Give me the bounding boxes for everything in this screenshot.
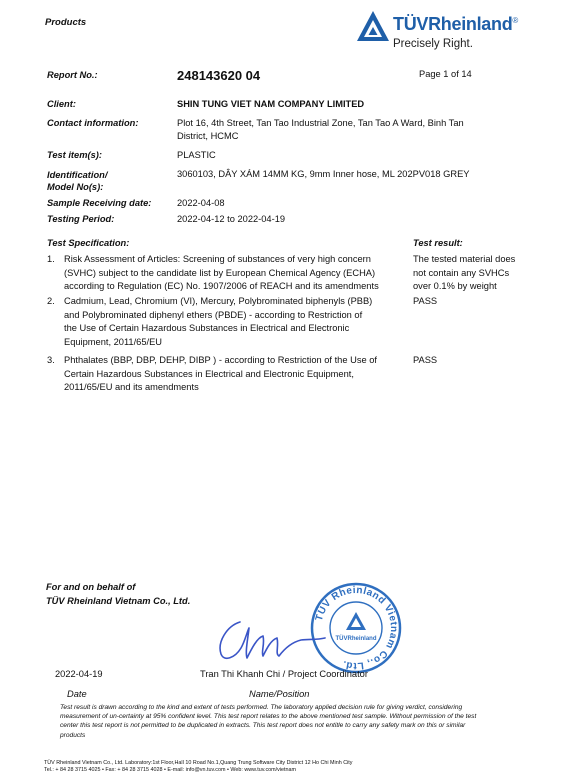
spec-line: according to Regulation (EC) No. 1907/2006 of REACH and its amendments [64, 281, 379, 291]
testing-period-value: 2022-04-12 to 2022-04-19 [177, 214, 286, 224]
result-line: not contain any SVHCs [413, 267, 510, 278]
result-line: PASS [413, 355, 438, 365]
disclaimer-line: measurement of un-certainty at 95% confident level. This test report relates to the above mentioned test sample. Without permission of the test [60, 713, 477, 721]
result-heading: Test result: [413, 238, 463, 248]
disclaimer-note [60, 703, 520, 740]
identification-label-line: Model No(s): [47, 182, 104, 192]
identification-label [47, 169, 107, 193]
signature [205, 608, 335, 668]
signer-name-position: Tran Thi Khanh Chi / Project Coordinator [200, 669, 368, 679]
disclaimer-line: Test result is drawn according to the kind and extent of tests performed. The laboratory applied decision rule for giving verdict, considering [60, 704, 463, 711]
identification-label-line: Identification/ [47, 170, 108, 180]
contact-line: Plot 16, 4th Street, Tan Tao Industrial Zone, Tan Tao A Ward, Binh Tan [177, 118, 464, 128]
on-behalf-line1: For and on behalf of [46, 582, 136, 592]
result-line: The tested material does [413, 254, 516, 264]
stamp-center-text: TÜVRheinland [335, 636, 377, 642]
testing-period-label: Testing Period: [47, 214, 115, 224]
disclaimer-line: center this test report is not permitted to be duplicated in extracts. This test report does not entitle to carry any safety mark on this or similar [60, 722, 466, 730]
brand-name: TÜVRheinland [393, 14, 513, 34]
tuv-triangle-icon [355, 8, 391, 44]
spec-line: Risk Assessment of Articles: Screening of substances of very high concern [64, 254, 371, 264]
identification-value: 3060103, DÂY XÁM 14MM KG, 9mm Inner hose, ML 202PV018 GREY [177, 169, 470, 179]
footer-line: TÜV Rheinland Vietnam Co., Ltd. Laboratory:1st Floor,Hall 10 Road No.1,Quang Trung Software City District 12 Ho Chi Minh City [44, 760, 353, 766]
spec-heading: Test Specification: [47, 238, 130, 248]
spec-line: Cadmium, Lead, Chromium (VI), Mercury, Polybrominated biphenyls (PBB) [64, 296, 373, 306]
test-item-label: Test item(s): [47, 150, 102, 160]
result-line: PASS [413, 296, 438, 306]
spec-result-1 [413, 253, 553, 294]
on-behalf-line2: TÜV Rheinland Vietnam Co., Ltd. [46, 596, 191, 606]
spec-line: the Use of Certain Hazardous Substances in Electrical and Electronic [64, 323, 350, 333]
spec-item-number: 2. [47, 296, 55, 306]
spec-result-3 [413, 354, 553, 368]
disclaimer-line: products [60, 731, 86, 739]
client-value: SHIN TUNG VIET NAM COMPANY LIMITED [177, 99, 365, 109]
receiving-date-label: Sample Receiving date: [47, 198, 152, 208]
company-footer [44, 760, 544, 774]
sign-date: 2022-04-19 [55, 669, 103, 679]
client-label: Client: [47, 99, 76, 109]
spec-line: (SVHC) subject to the candidate list by European Chemical Agency (ECHA) [64, 267, 376, 278]
spec-line: Phthalates (BBP, DBP, DEHP, DIBP ) - according to Restriction of the Use of [64, 355, 377, 365]
test-item-value: PLASTIC [177, 150, 216, 160]
result-line: over 0.1% by weight [413, 281, 497, 291]
spec-line: 2011/65/EU and its amendments [64, 382, 199, 392]
tuv-logo [355, 8, 555, 58]
spec-result-2 [413, 295, 553, 309]
spec-line: Certain Hazardous Substances in Electrical and Electronic Equipment, [64, 368, 354, 379]
brand-slogan: Precisely Right. [393, 38, 473, 50]
section-label: Products [45, 17, 87, 28]
spec-line: and Polybrominated diphenyl ethers (PBDE) - according to Restriction of [64, 309, 363, 320]
receiving-date-value: 2022-04-08 [177, 198, 225, 208]
footer-line: Tel.: + 84 28 3715 4025 • Fax: + 84 28 3715 4028 • E-mail: info@vn.tuv.com • Web: www.tuv.com/vietnam [44, 767, 297, 773]
contact-value [177, 117, 464, 143]
date-label: Date [67, 689, 87, 699]
contact-line: District, HCMC [177, 131, 239, 141]
spec-line: Equipment, 2011/65/EU [64, 336, 163, 347]
spec-item-number: 3. [47, 355, 55, 365]
contact-label: Contact information: [47, 118, 139, 128]
report-no-label: Report No.: [47, 70, 98, 80]
name-position-label: Name/Position [249, 689, 310, 699]
stamp-ring-text: TÜV Rheinland Vietnam Co., Ltd. [313, 584, 400, 672]
report-number: 248143620 04 [177, 68, 261, 83]
registered-mark: ® [512, 16, 519, 25]
page-indicator: Page 1 of 14 [419, 69, 472, 79]
spec-item-number: 1. [47, 254, 55, 264]
